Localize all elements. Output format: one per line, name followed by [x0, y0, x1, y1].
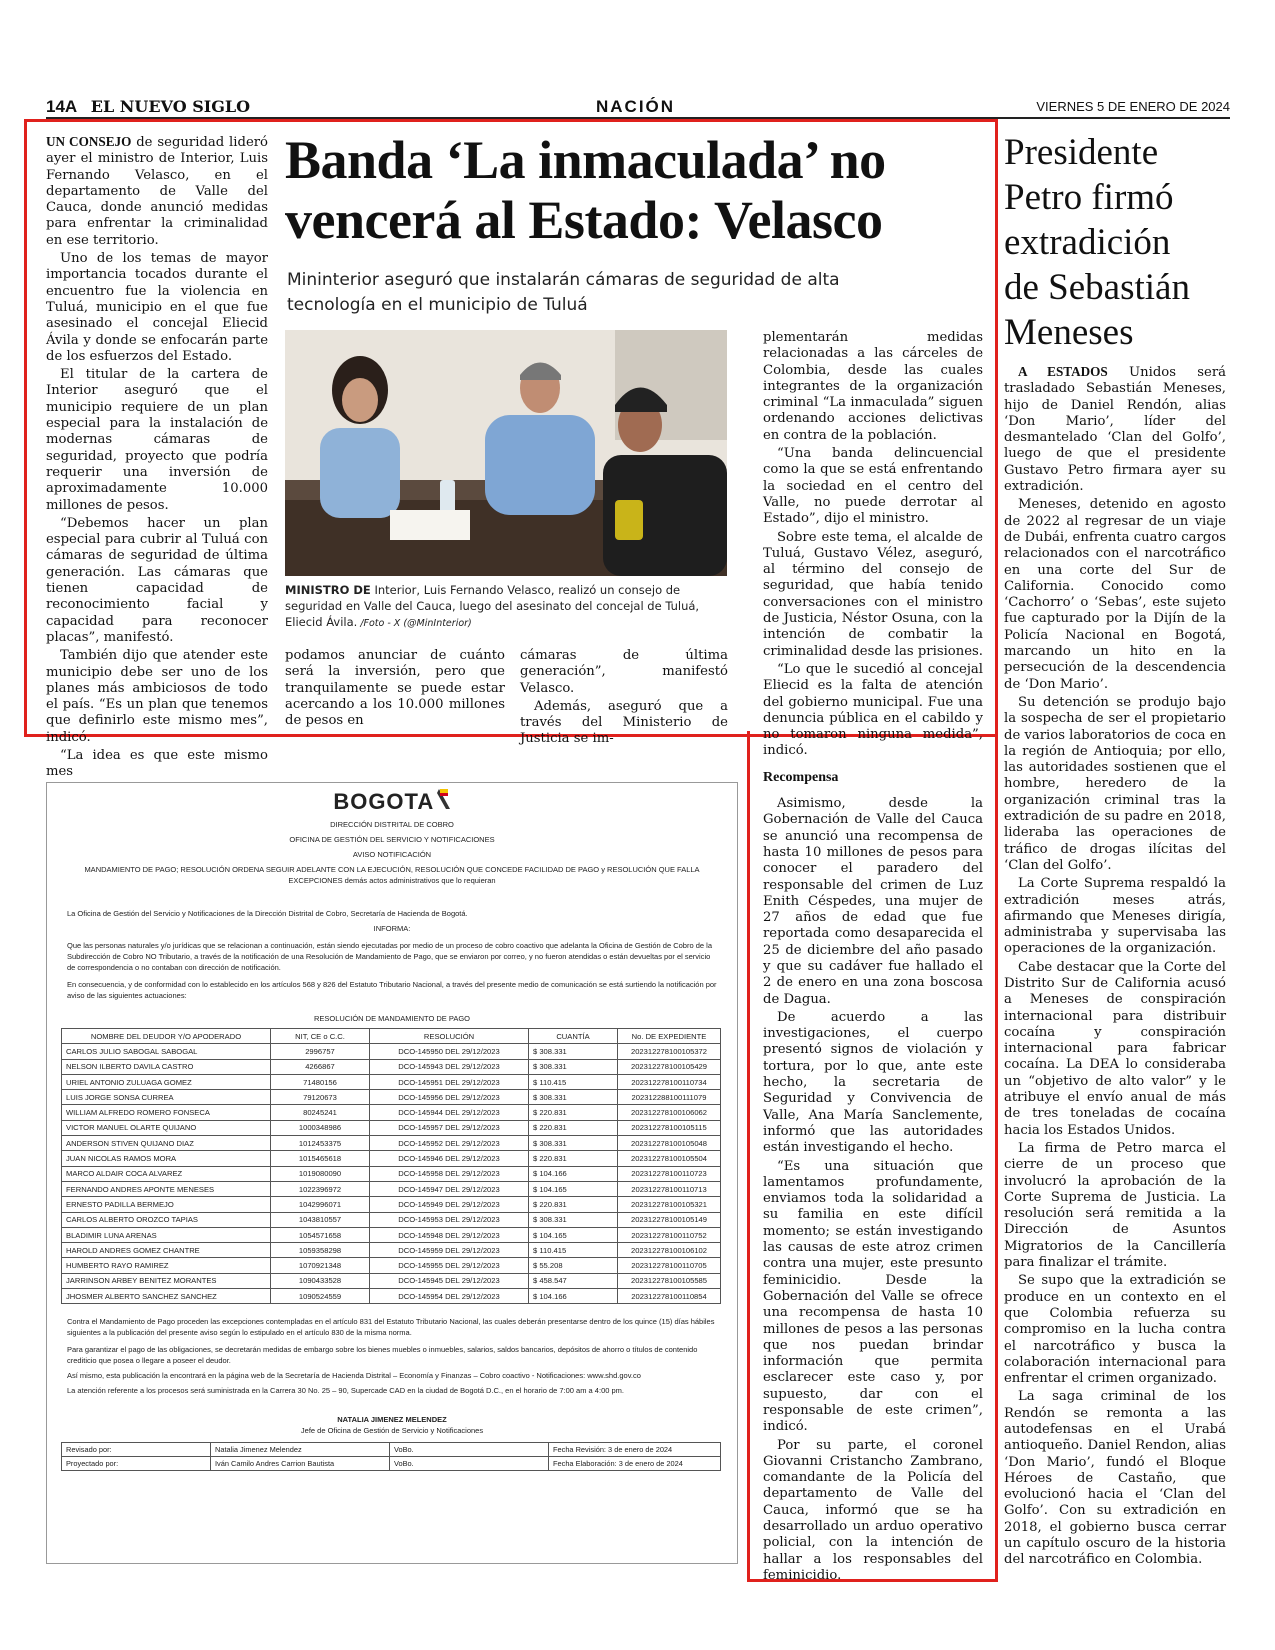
- paragraph: La Corte Suprema respaldó la extradición meses atrás, afirmando que Meneses dirigía, administraba y supervisaba las operaciones de la organización.: [1004, 876, 1226, 957]
- table-row: [62, 1136, 721, 1151]
- headline-line-1: Banda ‘La inmaculada’ no: [285, 130, 886, 190]
- signer-title: Jefe de Oficina de Gestión de Servicio y Notificaciones: [300, 1426, 484, 1436]
- paragraph: Meneses, detenido en agosto de 2022 al regresar de un viaje de Dubái, enfrenta cuatro cargos relacionados con el narcotráfico en una corte del Sur de California. Conocido como ‘Cachorro’ o ‘Sebas’, este sujeto fue capturado por la Dijín de la Policía Nacional en Bogotá, marcando un hito en la persecución de la descendencia de ‘Don Mario’.: [1004, 497, 1226, 692]
- main-subhead: [287, 268, 947, 318]
- main-column-1: [46, 134, 268, 783]
- paragraph: Uno de los temas de mayor importancia tocados durante el encuentro fue la violencia en Tuluá, municipio en el que fue asesinado el concejal Eliecid Ávila y donde se enfocarán parte de los esfuerzos del Estado.: [46, 251, 268, 364]
- table-cell: NELSON ILBERTO DAVILA CASTRO: [62, 1059, 271, 1074]
- paragraph: Su detención se produjo bajo la sospecha de ser el propietario de varios laboratorios de coca en la región de Antioquia; por ello, las autoridades sostienen que el hombre, heredero de la organización criminal tras la extradición de su padre en 2018, lideraba las operaciones de tráfico de drogas ilícitas del ‘Clan del Golfo’.: [1004, 694, 1226, 873]
- signer-name: NATALIA JIMENEZ MELENDEZ: [337, 1415, 447, 1425]
- paragraph: [1004, 364, 1226, 495]
- table-cell: 1015465618: [271, 1151, 370, 1166]
- side-title-line: Petro firmó: [1004, 177, 1174, 218]
- notice-heading-2: OFICINA DE GESTIÓN DEL SERVICIO Y NOTIFICACIONES: [289, 835, 495, 844]
- table-cell: $ 220.831: [529, 1105, 618, 1120]
- table-cell: DCO-145955 DEL 29/12/2023: [370, 1258, 529, 1273]
- paragraph: También dijo que atender este municipio debe ser uno de los planes más ambiciosos de todo el país. “Es un plan que tenemos que definirlo este mismo mes”, indicó.: [46, 648, 268, 745]
- table-row: [62, 1166, 721, 1181]
- masthead-left: [46, 97, 250, 117]
- table-cell: JHOSMER ALBERTO SANCHEZ SANCHEZ: [62, 1289, 271, 1304]
- table-header-row: [62, 1029, 721, 1044]
- table-row: [62, 1151, 721, 1166]
- paragraph: Cabe destacar que la Corte del Distrito Sur de California acusó a Meneses de conspiración internacional para distribuir cocaína y conspiración internacional para fabricar cocaína. La DEA lo consideraba un “objetivo de alto valor” y le atribuye el envío anual de más de tres toneladas de cocaína hacia los Estados Unidos.: [1004, 959, 1226, 1138]
- table-cell: URIEL ANTONIO ZULUAGA GOMEZ: [62, 1074, 271, 1089]
- paragraph: De acuerdo a las investigaciones, el cuerpo presentó signos de violación y tortura, por lo que, ante este hecho, la secretaria de Seguridad y Convivencia de Valle, Ana María Sanclemente, informó que las autoridades están investigando el hecho.: [763, 1009, 983, 1156]
- table-cell: 202312278100110854: [618, 1289, 721, 1304]
- side-article-title: [1004, 130, 1229, 355]
- notice-heading-4: MANDAMIENTO DE PAGO; RESOLUCIÓN ORDENA SEGUIR ADELANTE CON LA EJECUCIÓN, RESOLUCIÓN QUE CONCEDE FACILIDAD DE PAGO y RESOLUCIÓN QUE FALLA EXCEPCIONES demás actos administrativos que lo requieran: [84, 865, 700, 885]
- table-row: [62, 1273, 721, 1288]
- newspaper-name: EL NUEVO SIGLO: [90, 97, 251, 116]
- side-lead-text: Unidos será trasladado Sebastián Meneses, hijo de Daniel Rendón, alias ‘Don Mario’, líder del desmantelado ‘Clan del Golfo’, luego de que el presidente Gustavo Petro firmara ayer su extradición.: [1004, 365, 1226, 495]
- table-cell: 202312278100105372: [618, 1044, 721, 1059]
- table-cell: $ 308.331: [529, 1059, 618, 1074]
- caption-credit: /Foto - X (@MinInterior): [357, 618, 472, 629]
- table-cell: $ 55.208: [529, 1258, 618, 1273]
- table-cell: 1042996071: [271, 1197, 370, 1212]
- signature-cell: Revisado por:: [62, 1443, 211, 1457]
- paragraph: La firma de Petro marca el cierre de un proceso que involucró la aprobación de la Corte Suprema de Justicia. La resolución será remitida a la Dirección de Asuntos Migratorios de la Cancillería para finalizar el trámite.: [1004, 1140, 1226, 1271]
- table-cell: DCO-145945 DEL 29/12/2023: [370, 1273, 529, 1288]
- column-header: CUANTÍA: [529, 1029, 618, 1044]
- side-title-line: de Sebastián: [1004, 267, 1190, 308]
- signature-cell: Fecha Elaboración: 3 de enero de 2024: [549, 1457, 721, 1471]
- table-cell: $ 104.166: [529, 1289, 618, 1304]
- notice-footer-1: Contra el Mandamiento de Pago proceden las excepciones contempladas en el artículo 831 del Estatuto Tributario Nacional, las cuales deberán presentarse dentro de los quince (15) días hábiles siguientes a la publicación del presente aviso según lo estipulado en el artículo 830 de la misma norma.: [67, 1317, 715, 1338]
- table-cell: 1019080090: [271, 1166, 370, 1181]
- table-cell: DCO-145953 DEL 29/12/2023: [370, 1212, 529, 1227]
- paragraph: plementarán medidas relacionadas a las cárceles de Colombia, desde las cuales integrantes de la organización criminal “La inmaculada” siguen ordenando acciones delictivas en contra de la población.: [763, 330, 983, 443]
- table-cell: 1022396972: [271, 1181, 370, 1196]
- signature-cell: Proyectado por:: [62, 1457, 211, 1471]
- table-cell: LUIS JORGE SONSA CURREA: [62, 1090, 271, 1105]
- photo-illustration: [285, 330, 727, 576]
- signature-table: [61, 1442, 721, 1471]
- side-article-body: [1004, 364, 1226, 1571]
- table-row: [62, 1120, 721, 1135]
- table-cell: DCO-145957 DEL 29/12/2023: [370, 1120, 529, 1135]
- notice-paragraph-1: Que las personas naturales y/o jurídicas que se relacionan a continuación, están siendo ejecutadas por medio de un proceso de cobro coactivo que adelanta la Oficina de Gestión de Cobro de la Subdirección de Cobro NO Tributario, a través de la notificación de una Resolución de Mandamiento de Pago, que se enviaron por correo, y no fueron atendidas o están devueltas por el servicio de correspondencia o no contaban con dirección de notificación.: [67, 941, 712, 972]
- table-cell: DCO-145952 DEL 29/12/2023: [370, 1136, 529, 1151]
- table-cell: DCO-145959 DEL 29/12/2023: [370, 1243, 529, 1258]
- table-row: [62, 1258, 721, 1273]
- paragraph: Sobre este tema, el alcalde de Tuluá, Gustavo Vélez, aseguró, al término del consejo de seguridad, que había tenido conversaciones con el ministro de Justicia, Néstor Osuna, con la intención de combatir la criminalidad desde las prisiones.: [763, 529, 983, 659]
- table-cell: $ 220.831: [529, 1197, 618, 1212]
- table-cell: DCO-145950 DEL 29/12/2023: [370, 1044, 529, 1059]
- table-cell: 1070921348: [271, 1258, 370, 1273]
- table-cell: $ 458.547: [529, 1273, 618, 1288]
- signature-cell: VoBo.: [390, 1443, 549, 1457]
- table-cell: 202312278100105585: [618, 1273, 721, 1288]
- table-row: [62, 1243, 721, 1258]
- issue-date: VIERNES 5 DE ENERO DE 2024: [1036, 99, 1230, 114]
- column-header: NIT, CE o C.C.: [271, 1029, 370, 1044]
- column-header: RESOLUCIÓN: [370, 1029, 529, 1044]
- table-cell: DCO-145956 DEL 29/12/2023: [370, 1090, 529, 1105]
- paragraph: “Una banda delincuencial como la que se está enfrentando la sociedad en el centro del Valle, no puede derrotar al Estado”, dijo el ministro.: [763, 446, 983, 527]
- table-cell: 202312278100105048: [618, 1136, 721, 1151]
- table-cell: 1012453375: [271, 1136, 370, 1151]
- recompensa-heading: Recompensa: [763, 769, 839, 785]
- table-cell: 202312278100105149: [618, 1212, 721, 1227]
- table-cell: 80245241: [271, 1105, 370, 1120]
- table-cell: 1059358298: [271, 1243, 370, 1258]
- signature-row: [62, 1457, 721, 1471]
- table-cell: 202312278100106102: [618, 1243, 721, 1258]
- table-cell: 202312278100105504: [618, 1151, 721, 1166]
- main-column-2: [285, 648, 505, 731]
- table-cell: HUMBERTO RAYO RAMIREZ: [62, 1258, 271, 1273]
- logo-flag-icon: [437, 789, 451, 809]
- table-cell: DCO-145947 DEL 29/12/2023: [370, 1181, 529, 1196]
- lead-words: UN CONSEJO: [46, 134, 132, 149]
- table-row: [62, 1212, 721, 1227]
- signature-cell: Iván Camilo Andres Carrion Bautista: [211, 1457, 390, 1471]
- news-photo: [285, 330, 727, 576]
- table-cell: $ 308.331: [529, 1044, 618, 1059]
- main-column-4: [763, 330, 983, 1586]
- table-cell: 202312278100110705: [618, 1258, 721, 1273]
- table-cell: 1054571658: [271, 1227, 370, 1242]
- headline-line-2: vencerá al Estado: Velasco: [285, 190, 883, 250]
- table-cell: $ 104.166: [529, 1166, 618, 1181]
- main-headline: [285, 130, 945, 250]
- table-cell: $ 220.831: [529, 1151, 618, 1166]
- table-cell: DCO-145946 DEL 29/12/2023: [370, 1151, 529, 1166]
- signature-cell: VoBo.: [390, 1457, 549, 1471]
- table-cell: 202312278100105115: [618, 1120, 721, 1135]
- table-row: [62, 1090, 721, 1105]
- table-cell: 202312278100110723: [618, 1166, 721, 1181]
- table-row: [62, 1197, 721, 1212]
- side-title-line: Meneses: [1004, 312, 1134, 353]
- column-header: NOMBRE DEL DEUDOR Y/O APODERADO: [62, 1029, 271, 1044]
- caption-text: Interior, Luis Fernando Velasco, realizó un consejo de seguridad en Valle del Cauca, luego del asesinato del concejal de Tuluá, Eliecid Ávila.: [285, 583, 700, 629]
- paragraph: podamos anunciar de cuánto será la inversión, pero que tranquilamente se puede estar acercando a los 10.000 millones de pesos en: [285, 648, 505, 729]
- side-lead-words: A ESTADOS: [1018, 364, 1108, 379]
- table-cell: 79120673: [271, 1090, 370, 1105]
- table-cell: DCO-145944 DEL 29/12/2023: [370, 1105, 529, 1120]
- table-cell: 1000348986: [271, 1120, 370, 1135]
- table-cell: 4266867: [271, 1059, 370, 1074]
- signature-cell: Fecha Revisión: 3 de enero de 2024: [549, 1443, 721, 1457]
- table-cell: $ 110.415: [529, 1243, 618, 1258]
- bogota-logo: [47, 789, 737, 815]
- lead-text: de seguridad lideró ayer el ministro de Interior, Luis Fernando Velasco, en el departamento de Valle del Cauca, donde anunció medidas para enfrentar la criminalidad en ese territorio.: [46, 135, 268, 248]
- table-cell: $ 104.165: [529, 1181, 618, 1196]
- table-cell: DCO-145954 DEL 29/12/2023: [370, 1289, 529, 1304]
- table-cell: 71480156: [271, 1074, 370, 1089]
- table-cell: BLADIMIR LUNA ARENAS: [62, 1227, 271, 1242]
- table-row: [62, 1059, 721, 1074]
- notice-paragraph-2: En consecuencia, y de conformidad con lo establecido en los artículos 568 y 826 del Estatuto Tributario Nacional, a través del presente medio de comunicación se está surtiendo la notificación por aviso de las siguientes actuaciones:: [67, 980, 717, 1000]
- paragraph: La saga criminal de los Rendón se remonta a las autodefensas en el Urabá antioqueño. Daniel Rendon, alias ‘Don Mario’, fundó el Bloque Héroes de Castaño, que evolucionó hacia el ‘Clan del Golfo’. Con su extradición en 2018, el gobierno busca cerrar un capítulo oscuro de la historia del narcotráfico en Colombia.: [1004, 1389, 1226, 1568]
- table-row: [62, 1181, 721, 1196]
- notice-intro: La Oficina de Gestión del Servicio y Notificaciones de la Dirección Distrital de Cobro, Secretaría de Hacienda de Bogotá.: [67, 909, 468, 918]
- paragraph: “Lo que le sucedió al concejal Eliecid es la falta de atención del gobierno municipal. Fue una denuncia pública en el cabildo y no tomaron ninguna medida”, indicó.: [763, 661, 983, 759]
- notice-informa: INFORMA:: [373, 924, 411, 933]
- table-row: [62, 1227, 721, 1242]
- table-cell: DCO-145943 DEL 29/12/2023: [370, 1059, 529, 1074]
- paragraph: “Es una situación que lamentamos profundamente, enviamos toda la solidaridad a su familia en este difícil momento; se están investigando las causas de este atroz crimen contra una mujer, este presunto feminicidio. Desde la Gobernación del Valle se ofrece una recompensa de hasta 10 millones de pesos a las personas que nos puedan brindar información que permita esclarecer este caso y, por supuesto, dar con el responsable de este crimen”, indicó.: [763, 1158, 983, 1435]
- table-row: [62, 1105, 721, 1120]
- signature-cell: Natalia Jimenez Melendez: [211, 1443, 390, 1457]
- table-cell: DCO-145949 DEL 29/12/2023: [370, 1197, 529, 1212]
- table-cell: 202312278100110752: [618, 1227, 721, 1242]
- table-cell: JARRINSON ARBEY BENITEZ MORANTES: [62, 1273, 271, 1288]
- side-title-line: Presidente: [1004, 132, 1159, 173]
- page-number: 14A: [46, 97, 78, 116]
- table-cell: JUAN NICOLAS RAMOS MORA: [62, 1151, 271, 1166]
- paragraph: cámaras de última generación”, manifestó Velasco.: [520, 648, 728, 696]
- table-cell: 1090433528: [271, 1273, 370, 1288]
- subhead-line-2: tecnología en el municipio de Tuluá: [287, 295, 588, 315]
- table-cell: 202312278100106062: [618, 1105, 721, 1120]
- table-cell: $ 308.331: [529, 1136, 618, 1151]
- paragraph: Además, aseguró que a través del Ministerio de Justicia se im-: [520, 698, 728, 747]
- table-cell: MARCO ALDAIR COCA ALVAREZ: [62, 1166, 271, 1181]
- logo-text: BOGOTA: [333, 789, 435, 814]
- table-cell: HAROLD ANDRES GOMEZ CHANTRE: [62, 1243, 271, 1258]
- table-body: [62, 1044, 721, 1304]
- table-cell: 202312288100111079: [618, 1090, 721, 1105]
- table-cell: 202312278100105321: [618, 1197, 721, 1212]
- table-cell: 202312278100105429: [618, 1059, 721, 1074]
- masthead: [46, 95, 1230, 119]
- table-cell: 202312278100110734: [618, 1074, 721, 1089]
- table-cell: ANDERSON STIVEN QUIJANO DIAZ: [62, 1136, 271, 1151]
- notice-table: [61, 1028, 721, 1304]
- table-cell: VICTOR MANUEL OLARTE QUIJANO: [62, 1120, 271, 1135]
- table-row: [62, 1074, 721, 1089]
- table-cell: $ 110.415: [529, 1074, 618, 1089]
- notice-heading-3: AVISO NOTIFICACIÓN: [352, 850, 432, 859]
- notice-footer-3: Así mismo, esta publicación la encontrará en la página web de la Secretaría de Hacienda Distrital – Economía y Finanzas – Cobro coactivo - Notificaciones: www.shd.gov.co: [67, 1371, 641, 1381]
- table-cell: $ 308.331: [529, 1090, 618, 1105]
- table-cell: CARLOS JULIO SABOGAL SABOGAL: [62, 1044, 271, 1059]
- paragraph: Por su parte, el coronel Giovanni Cristancho Zambrano, comandante de la Policía del departamento de Valle del Cauca, informó que se ha desarrollado un arduo operativo policial, con la intención de hallar a los responsables del feminicidio.: [763, 1437, 983, 1583]
- table-cell: ERNESTO PADILLA BERMEJO: [62, 1197, 271, 1212]
- paragraph: Se supo que la extradición se produce en un contexto en el que Colombia refuerza su compromiso en la lucha contra el narcotráfico y busca la colaboración internacional para enfrentar el crimen organizado.: [1004, 1273, 1226, 1387]
- legal-notice: [46, 782, 738, 1564]
- subhead-line-1: Mininterior aseguró que instalarán cámaras de seguridad de alta: [287, 270, 840, 290]
- side-title-line: extradición: [1004, 222, 1171, 263]
- notice-footer-2: Para garantizar el pago de las obligaciones, se decretarán medidas de embargo sobre los bienes muebles o inmuebles, salarios, saldos bancarios, depósitos de ahorro o títulos de contenido crediticio que posea o llegare a poseer el deudor.: [67, 1345, 698, 1366]
- paragraph: El titular de la cartera de Interior aseguró que el municipio requiere de un plan especial para la instalación de modernas cámaras de seguridad, proyecto que podría requerir una inversión de aproximadamente 10.000 millones de pesos.: [46, 367, 268, 513]
- table-cell: DCO-145948 DEL 29/12/2023: [370, 1227, 529, 1242]
- section-name: NACIÓN: [596, 97, 676, 116]
- table-cell: WILLIAM ALFREDO ROMERO FONSECA: [62, 1105, 271, 1120]
- table-cell: $ 104.165: [529, 1227, 618, 1242]
- table-cell: 1043810557: [271, 1212, 370, 1227]
- main-column-3: [520, 648, 728, 750]
- photo-caption: [285, 582, 730, 632]
- notice-footer-4: La atención referente a los procesos será suministrada en la Carrera 30 No. 25 – 90, Supercade CAD en la ciudad de Bogotá D.C., en el horario de 7:00 am a 4:00 pm.: [67, 1386, 624, 1396]
- table-row: [62, 1044, 721, 1059]
- paragraph: Asimismo, desde la Gobernación de Valle del Cauca se anunció una recompensa de hasta 10 millones de pesos para conocer el paradero del responsable del crimen de Luz Enith Céspedes, una mujer de 27 años de edad que fue reportada como desaparecida el 25 de diciembre del año pasado y que su cadáver fue hallado el 2 de enero en una zona boscosa de Dagua.: [763, 796, 983, 1007]
- paragraph: [46, 134, 268, 249]
- table-cell: FERNANDO ANDRES APONTE MENESES: [62, 1181, 271, 1196]
- column-header: No. DE EXPEDIENTE: [618, 1029, 721, 1044]
- table-cell: DCO-145958 DEL 29/12/2023: [370, 1166, 529, 1181]
- signature-row: [62, 1443, 721, 1457]
- caption-lead: MINISTRO DE: [285, 583, 371, 597]
- table-cell: 202312278100110713: [618, 1181, 721, 1196]
- table-title: RESOLUCIÓN DE MANDAMIENTO DE PAGO: [314, 1014, 470, 1023]
- table-cell: 2996757: [271, 1044, 370, 1059]
- notice-heading-1: DIRECCIÓN DISTRITAL DE COBRO: [330, 820, 454, 829]
- table-cell: 1090524559: [271, 1289, 370, 1304]
- table-cell: $ 308.331: [529, 1212, 618, 1227]
- paragraph: “Debemos hacer un plan especial para cubrir al Tuluá con cámaras de seguridad de última generación. Las cámaras que tienen capacidad de reconocimiento facial y capacidad para reconocer placas”, manifestó.: [46, 515, 268, 645]
- table-cell: CARLOS ALBERTO OROZCO TAPIAS: [62, 1212, 271, 1227]
- table-row: [62, 1289, 721, 1304]
- table-cell: $ 220.831: [529, 1120, 618, 1135]
- paragraph: “La idea es que este mismo mes: [46, 747, 268, 780]
- table-cell: DCO-145951 DEL 29/12/2023: [370, 1074, 529, 1089]
